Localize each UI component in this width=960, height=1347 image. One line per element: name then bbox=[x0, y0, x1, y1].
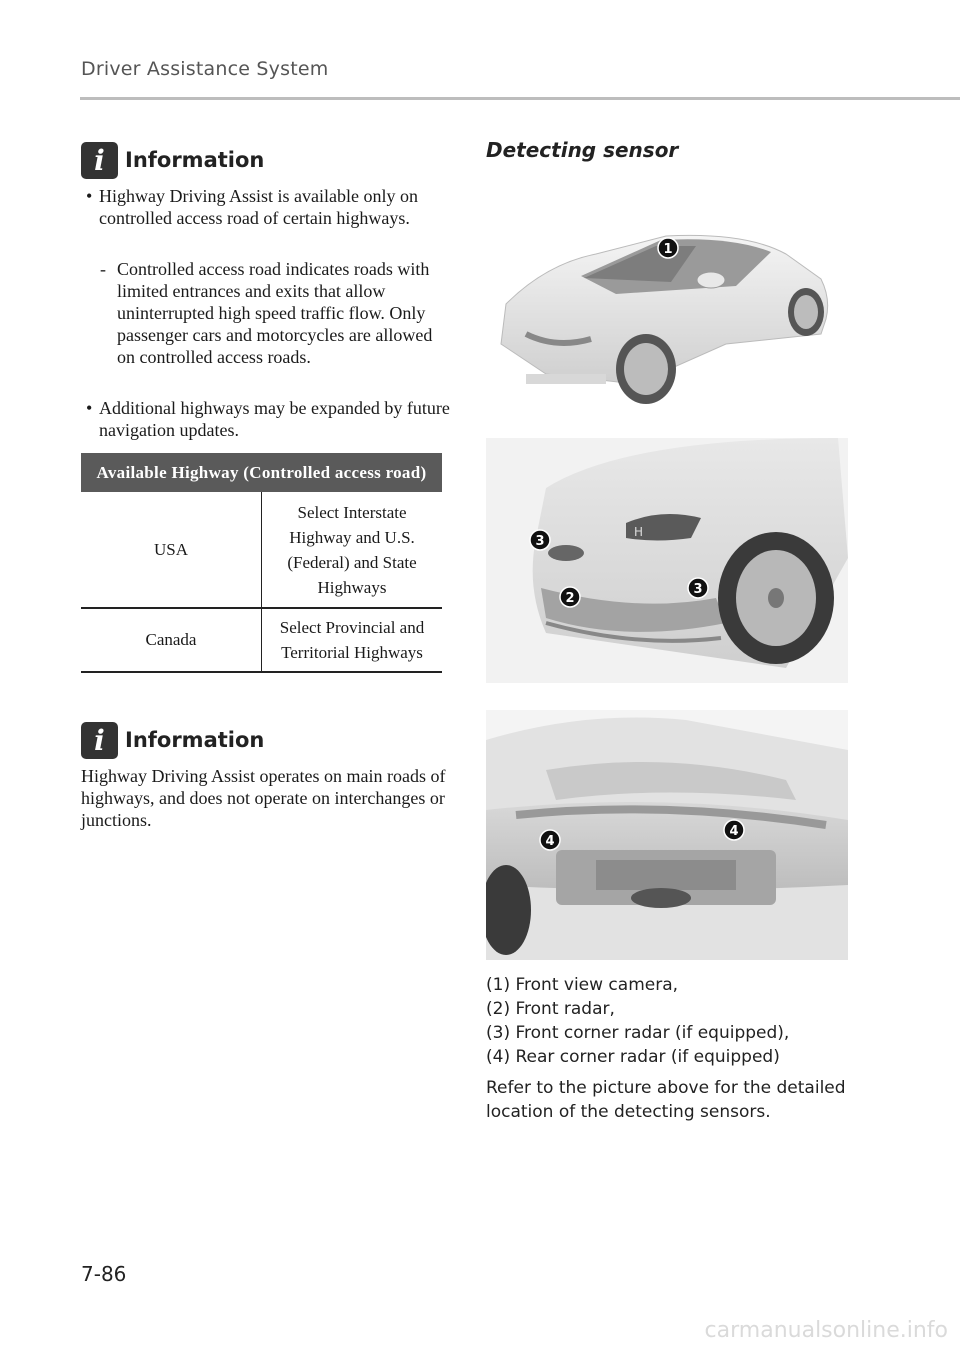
svg-text:4: 4 bbox=[729, 824, 739, 839]
info-title: Information bbox=[125, 728, 265, 752]
car-bumper-photo bbox=[486, 438, 848, 683]
car-rear-view-photo bbox=[486, 710, 848, 960]
table-cell-country: USA bbox=[81, 492, 262, 607]
car-front-view-photo bbox=[486, 224, 848, 409]
svg-text:1: 1 bbox=[663, 242, 673, 257]
svg-text:H: H bbox=[634, 525, 644, 539]
bullet-dot: • bbox=[86, 398, 93, 418]
table-cell-roads: Select Provincial and Territorial Highways bbox=[279, 618, 425, 662]
table-cell-country: Canada bbox=[81, 609, 262, 671]
info-bullet-text: Highway Driving Assist is available only on controlled access road of certain highways. bbox=[99, 186, 418, 228]
table-row bbox=[81, 609, 442, 673]
footer-watermark: carmanualsonline.info bbox=[704, 1318, 948, 1343]
caption-line: (2) Front radar, bbox=[486, 999, 615, 1019]
section-header: Driver Assistance System bbox=[81, 58, 329, 80]
sensor-caption-list bbox=[486, 973, 789, 1069]
caption-line: (1) Front view camera, bbox=[486, 975, 679, 995]
info-bullet-2 bbox=[81, 397, 451, 441]
info-icon: i bbox=[81, 142, 118, 179]
svg-text:2: 2 bbox=[565, 591, 575, 606]
svg-text:4: 4 bbox=[545, 834, 555, 849]
marker-3-left bbox=[530, 530, 550, 550]
marker-4-right bbox=[724, 820, 744, 840]
table-cell-roads: Select Interstate Highway and U.S. (Federal) and State Highways bbox=[287, 502, 417, 597]
info-heading-2 bbox=[81, 722, 264, 758]
svg-text:3: 3 bbox=[535, 534, 545, 549]
info-heading-1 bbox=[81, 142, 264, 178]
highway-table bbox=[81, 453, 442, 673]
caption-line: (4) Rear corner radar (if equipped) bbox=[486, 1047, 780, 1067]
marker-3-right bbox=[688, 578, 708, 598]
info-title: Information bbox=[125, 148, 265, 172]
section-title: Detecting sensor bbox=[486, 138, 679, 162]
bullet-dot: • bbox=[86, 186, 93, 206]
header-divider bbox=[80, 97, 960, 100]
info-bullet-1 bbox=[81, 185, 451, 229]
info-sub-item bbox=[100, 258, 445, 368]
marker-2 bbox=[560, 587, 580, 607]
table-row bbox=[81, 492, 442, 609]
sensor-note: Refer to the picture above for the detailed location of the detecting sensors. bbox=[486, 1078, 846, 1122]
table-header: Available Highway (Controlled access road) bbox=[81, 453, 442, 492]
info-sub-text: Controlled access road indicates roads with limited entrances and exits that allow uninterrupted high speed traffic flow. Only passenger cars and motorcycles are allowed on controlled access roads. bbox=[117, 259, 433, 367]
info-icon: i bbox=[81, 722, 118, 759]
info-bullet-text: Additional highways may be expanded by future navigation updates. bbox=[99, 398, 450, 440]
caption-line: (3) Front corner radar (if equipped), bbox=[486, 1023, 790, 1043]
svg-text:3: 3 bbox=[693, 582, 703, 597]
page-number: 7-86 bbox=[81, 1262, 127, 1286]
sub-dash: - bbox=[100, 259, 106, 279]
info-text: Highway Driving Assist operates on main roads of highways, and does not operate on interchanges or junctions. bbox=[81, 766, 446, 830]
marker-1 bbox=[658, 238, 678, 258]
marker-4-left bbox=[540, 830, 560, 850]
